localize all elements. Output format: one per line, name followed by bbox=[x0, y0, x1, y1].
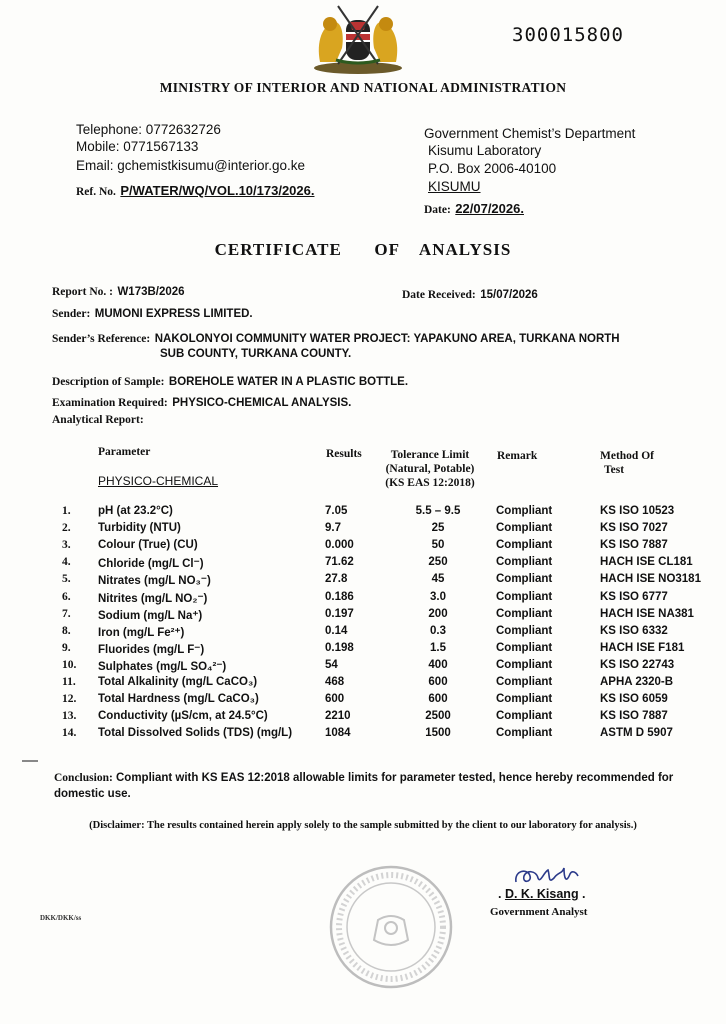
row-tolerance: 250 bbox=[428, 556, 448, 569]
row-number: 14. bbox=[62, 727, 77, 740]
conclusion-text: Compliant with KS EAS 12:2018 allowable limits for parameter tested, hence hereby recommended for domestic use. bbox=[54, 772, 674, 800]
row-parameter: Total Dissolved Solids (TDS) (mg/L) bbox=[98, 727, 293, 740]
row-number: 1. bbox=[62, 505, 71, 517]
row-tolerance: 45 bbox=[431, 573, 445, 586]
row-number: 2. bbox=[62, 522, 71, 535]
city: KISUMU bbox=[428, 179, 481, 194]
date-received-label: Date Received: bbox=[402, 289, 476, 301]
tolerance-line-3: (KS EAS 12:2018) bbox=[385, 477, 475, 489]
tolerance-line-1: Tolerance Limit bbox=[390, 449, 470, 461]
examination-required bbox=[52, 393, 351, 411]
official-seal-stamp bbox=[326, 862, 456, 992]
row-parameter: Iron (mg/L Fe²⁺) bbox=[98, 626, 185, 639]
row-result: 54 bbox=[325, 658, 338, 671]
analyst-title: Government Analyst bbox=[490, 906, 588, 918]
description-label: Description of Sample: bbox=[52, 376, 165, 388]
row-number: 12. bbox=[62, 693, 77, 706]
row-tolerance: 1.5 bbox=[430, 641, 446, 654]
table-row bbox=[62, 539, 712, 556]
row-result: 7.05 bbox=[325, 505, 348, 517]
sender-value: MUMONI EXPRESS LIMITED. bbox=[94, 308, 253, 320]
row-tolerance: 25 bbox=[431, 522, 445, 535]
table-row bbox=[62, 727, 712, 744]
conclusion-label: Conclusion: bbox=[54, 772, 113, 784]
coat-of-arms-icon bbox=[306, 2, 410, 76]
ref-value: P/WATER/WQ/VOL.10/173/2026. bbox=[120, 183, 315, 198]
row-tolerance: 400 bbox=[428, 658, 448, 671]
serial-number: 300015800 bbox=[512, 24, 624, 46]
row-result: 9.7 bbox=[325, 522, 341, 535]
row-method: KS ISO 6777 bbox=[600, 590, 668, 603]
method-line-1: Method Of bbox=[600, 450, 654, 462]
sender-ref-label: Sender’s Reference: bbox=[52, 333, 151, 345]
row-parameter: Sodium (mg/L Na⁺) bbox=[98, 609, 203, 622]
date-value: 22/07/2026. bbox=[455, 201, 524, 216]
signature-scribble bbox=[508, 862, 582, 890]
tolerance-line-2: (Natural, Potable) bbox=[385, 463, 475, 475]
row-parameter: Conductivity (µS/cm, at 24.5°C) bbox=[98, 710, 268, 723]
row-result: 0.14 bbox=[325, 624, 348, 637]
row-method: HACH ISE NA381 bbox=[600, 607, 694, 620]
row-parameter: Nitrates (mg/L NO₃⁻) bbox=[98, 575, 211, 588]
row-number: 8. bbox=[62, 624, 71, 637]
header-results: Results bbox=[326, 448, 362, 460]
exam-label: Examination Required: bbox=[52, 397, 168, 409]
row-method: KS ISO 7027 bbox=[600, 522, 668, 535]
row-remark: Compliant bbox=[496, 693, 553, 706]
row-tolerance: 2500 bbox=[425, 710, 451, 723]
po-box: P.O. Box 2006-40100 bbox=[428, 161, 557, 176]
date-received bbox=[402, 285, 538, 303]
row-remark: Compliant bbox=[496, 556, 553, 569]
analytical-report-label: Analytical Report: bbox=[52, 414, 144, 426]
table-row bbox=[62, 625, 712, 642]
row-result: 0.000 bbox=[325, 539, 354, 552]
margin-mark bbox=[22, 760, 38, 762]
table-row bbox=[62, 659, 712, 676]
row-parameter: Total Alkalinity (mg/L CaCO₃) bbox=[98, 676, 258, 688]
title-part-2: OF bbox=[374, 240, 400, 259]
row-result: 71.62 bbox=[325, 556, 354, 569]
row-number: 5. bbox=[62, 573, 71, 586]
header-parameter: Parameter bbox=[98, 446, 151, 458]
row-remark: Compliant bbox=[496, 522, 553, 535]
table-row bbox=[62, 505, 712, 522]
title-part-3: ANALYSIS bbox=[418, 240, 512, 259]
row-tolerance: 50 bbox=[431, 539, 445, 552]
row-tolerance: 1500 bbox=[425, 727, 451, 740]
report-no-value: W173B/2026 bbox=[117, 286, 185, 298]
row-remark: Compliant bbox=[496, 727, 553, 740]
row-number: 4. bbox=[62, 556, 71, 569]
sender-ref-line-2: SUB COUNTY, TURKANA COUNTY. bbox=[160, 348, 352, 360]
date-label: Date: bbox=[424, 204, 451, 216]
table-row bbox=[62, 556, 712, 573]
ref-label: Ref. No. bbox=[76, 186, 116, 198]
reference-number bbox=[76, 182, 314, 200]
row-number: 10. bbox=[62, 658, 77, 671]
email: Email: gchemistkisumu@interior.go.ke bbox=[76, 158, 306, 173]
row-result: 2210 bbox=[325, 710, 351, 723]
laboratory: Kisumu Laboratory bbox=[428, 143, 542, 158]
ministry-heading: MINISTRY OF INTERIOR AND NATIONAL ADMINISTRATION bbox=[159, 80, 567, 95]
row-result: 0.198 bbox=[325, 641, 354, 654]
row-number: 6. bbox=[62, 590, 71, 603]
row-method: KS ISO 6332 bbox=[600, 624, 668, 637]
row-method: HACH ISE NO3181 bbox=[600, 573, 701, 586]
row-method: HACH ISE CL181 bbox=[600, 556, 693, 569]
row-remark: Compliant bbox=[496, 505, 553, 517]
table-row bbox=[62, 676, 712, 693]
table-row bbox=[62, 573, 712, 590]
report-no-label: Report No. : bbox=[52, 286, 113, 298]
row-parameter: Chloride (mg/L Cl⁻) bbox=[98, 558, 204, 571]
row-tolerance: 0.3 bbox=[430, 624, 446, 637]
table-row bbox=[62, 642, 712, 659]
row-result: 1084 bbox=[325, 727, 351, 740]
conclusion bbox=[54, 770, 704, 802]
row-tolerance: 600 bbox=[428, 693, 448, 706]
mobile: Mobile: 0771567133 bbox=[76, 139, 199, 154]
row-remark: Compliant bbox=[496, 641, 553, 654]
header-method bbox=[600, 449, 654, 477]
row-method: KS ISO 10523 bbox=[600, 505, 675, 517]
row-tolerance: 3.0 bbox=[430, 590, 446, 603]
department: Government Chemist’s Department bbox=[424, 126, 636, 141]
disclaimer: (Disclaimer: The results contained herein apply solely to the sample submitted by the client to our laboratory for analysis.) bbox=[89, 820, 637, 831]
row-number: 3. bbox=[62, 539, 71, 552]
row-result: 27.8 bbox=[325, 573, 348, 586]
row-parameter: Sulphates (mg/L SO₄²⁻) bbox=[98, 660, 227, 673]
row-remark: Compliant bbox=[496, 573, 553, 586]
telephone: Telephone: 0772632726 bbox=[76, 122, 221, 137]
certificate-title bbox=[0, 240, 726, 260]
title-part-1: CERTIFICATE bbox=[214, 240, 342, 259]
row-remark: Compliant bbox=[496, 624, 553, 637]
description-value: BOREHOLE WATER IN A PLASTIC BOTTLE. bbox=[168, 376, 409, 388]
report-number bbox=[52, 282, 185, 300]
method-line-2: Test bbox=[604, 464, 625, 476]
row-method: KS ISO 7887 bbox=[600, 539, 668, 552]
row-tolerance: 600 bbox=[428, 676, 448, 688]
sample-description bbox=[52, 372, 408, 390]
row-number: 13. bbox=[62, 710, 77, 723]
sender-label: Sender: bbox=[52, 308, 91, 320]
analyst-name-text: D. K. Kisang bbox=[504, 887, 579, 901]
row-number: 11. bbox=[62, 676, 76, 688]
row-remark: Compliant bbox=[496, 658, 553, 671]
sender-ref-line-1: NAKOLONYOI COMMUNITY WATER PROJECT: YAPAKUNO AREA, TURKANA NORTH bbox=[154, 333, 620, 345]
row-result: 0.197 bbox=[325, 607, 354, 620]
row-tolerance: 200 bbox=[428, 607, 448, 620]
row-parameter: Nitrites (mg/L NO₂⁻) bbox=[98, 592, 208, 605]
header-tolerance bbox=[380, 448, 480, 490]
row-method: KS ISO 7887 bbox=[600, 710, 668, 723]
analyst-name: . D. K. Kisang . bbox=[498, 887, 586, 901]
exam-value: PHYSICO-CHEMICAL ANALYSIS. bbox=[172, 397, 352, 409]
row-method: KS ISO 22743 bbox=[600, 658, 675, 671]
date-received-value: 15/07/2026 bbox=[480, 289, 538, 301]
certificate-date bbox=[424, 200, 524, 218]
row-parameter: Total Hardness (mg/L CaCO₃) bbox=[98, 693, 259, 706]
sender-reference bbox=[52, 329, 620, 347]
table-row bbox=[62, 608, 712, 625]
table-row bbox=[62, 522, 712, 539]
row-method: APHA 2320-B bbox=[600, 676, 674, 688]
row-tolerance: 5.5 – 9.5 bbox=[415, 505, 461, 517]
row-remark: Compliant bbox=[496, 607, 553, 620]
row-method: KS ISO 6059 bbox=[600, 693, 668, 706]
row-method: HACH ISE F181 bbox=[600, 641, 685, 654]
table-row bbox=[62, 710, 712, 727]
row-remark: Compliant bbox=[496, 539, 553, 552]
row-parameter: pH (at 23.2°C) bbox=[98, 505, 173, 517]
row-parameter: Fluorides (mg/L F⁻) bbox=[98, 643, 205, 656]
row-remark: Compliant bbox=[496, 710, 553, 723]
reference-initials: DKK/DKK/ss bbox=[40, 914, 82, 922]
row-parameter: Colour (True) (CU) bbox=[98, 539, 198, 552]
row-result: 0.186 bbox=[325, 590, 354, 603]
table-row bbox=[62, 693, 712, 710]
row-remark: Compliant bbox=[496, 676, 553, 688]
row-parameter: Turbidity (NTU) bbox=[98, 522, 181, 535]
row-number: 7. bbox=[62, 607, 71, 620]
row-remark: Compliant bbox=[496, 590, 553, 603]
sender bbox=[52, 304, 253, 322]
header-remark: Remark bbox=[497, 450, 538, 462]
row-result: 600 bbox=[325, 693, 345, 706]
section-physico-chemical: PHYSICO-CHEMICAL bbox=[98, 474, 219, 488]
row-method: ASTM D 5907 bbox=[600, 727, 673, 740]
row-result: 468 bbox=[325, 676, 345, 688]
row-number: 9. bbox=[62, 641, 71, 654]
table-row bbox=[62, 591, 712, 608]
